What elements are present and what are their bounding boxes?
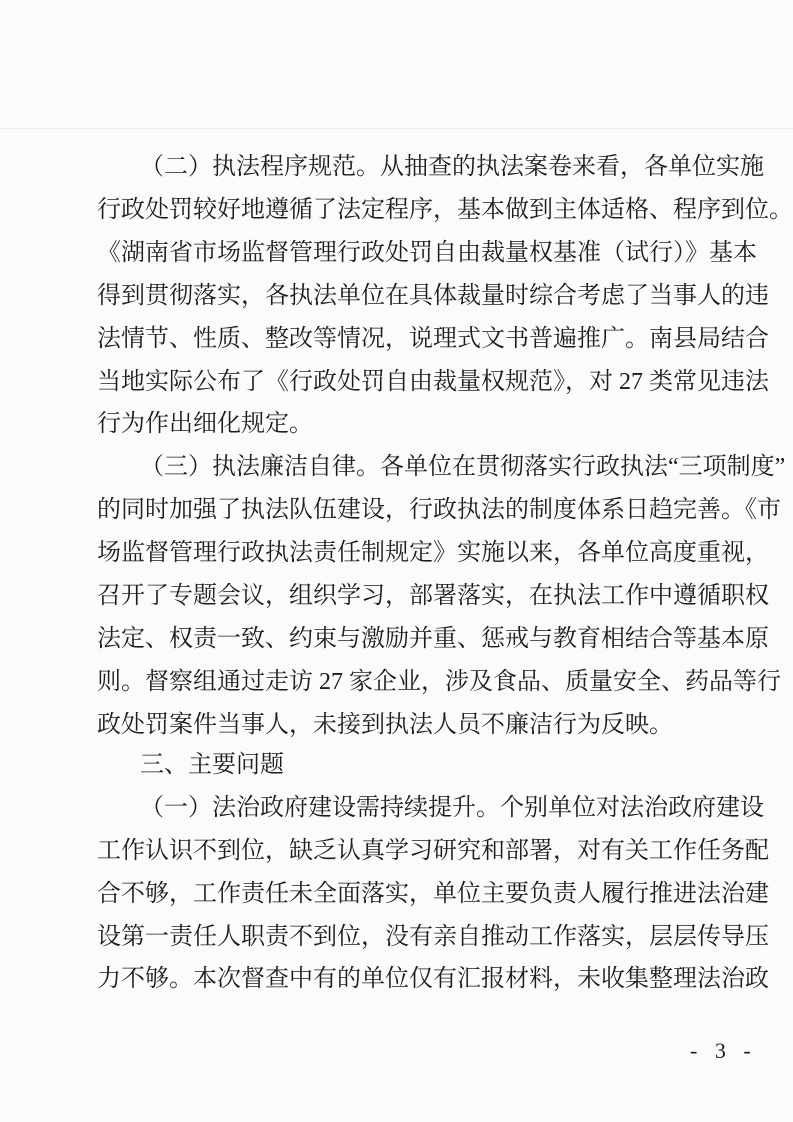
text-line: 当地实际公布了《行政处罚自由裁量权规范》，对 27 类常见违法 xyxy=(97,369,769,395)
page-number: - 3 - xyxy=(690,1038,757,1063)
text-line: 合不够，工作责任未全面落实，单位主要负责人履行推进法治建 xyxy=(97,881,769,907)
text-line: （一）法治政府建设需持续提升。个别单位对法治政府建设 xyxy=(140,795,764,821)
scan-edge-line xyxy=(0,128,793,129)
text-line: 设第一责任人职责不到位，没有亲自推动工作落实，层层传导压 xyxy=(97,924,769,950)
text-line: 则。督察组通过走访 27 家企业，涉及食品、质量安全、药品等行 xyxy=(97,669,781,695)
text-line: 行为作出细化规定。 xyxy=(97,411,313,437)
section-heading: 三、主要问题 xyxy=(140,752,284,778)
text-line: （三）执法廉洁自律。各单位在贯彻落实行政执法“三项制度” xyxy=(140,454,786,480)
text-line: 得到贯彻落实，各执法单位在具体裁量时综合考虑了当事人的违 xyxy=(97,283,769,309)
text-line: 力不够。本次督查中有的单位仅有汇报材料，未收集整理法治政 xyxy=(97,966,769,992)
text-line: 工作认识不到位，缺乏认真学习研究和部署，对有关工作任务配 xyxy=(97,838,769,864)
text-line: 场监督管理行政执法责任制规定》实施以来，各单位高度重视， xyxy=(97,540,769,566)
text-line: 召开了专题会议，组织学习，部署落实，在执法工作中遵循职权 xyxy=(97,583,769,609)
text-line: 行政处罚较好地遵循了法定程序，基本做到主体适格、程序到位。 xyxy=(97,197,793,223)
text-line: 法情节、性质、整改等情况，说理式文书普遍推广。南县局结合 xyxy=(97,326,769,352)
text-line: 《湖南省市场监督管理行政处罚自由裁量权基准（试行）》基本 xyxy=(97,240,757,266)
text-line: 政处罚案件当事人，未接到执法人员不廉洁行为反映。 xyxy=(97,712,673,738)
text-line: 的同时加强了执法队伍建设，行政执法的制度体系日趋完善。《市 xyxy=(97,497,781,523)
text-line: 法定、权责一致、约束与激励并重、惩戒与教育相结合等基本原 xyxy=(97,626,769,652)
text-line: （二）执法程序规范。从抽查的执法案卷来看，各单位实施 xyxy=(140,154,764,180)
